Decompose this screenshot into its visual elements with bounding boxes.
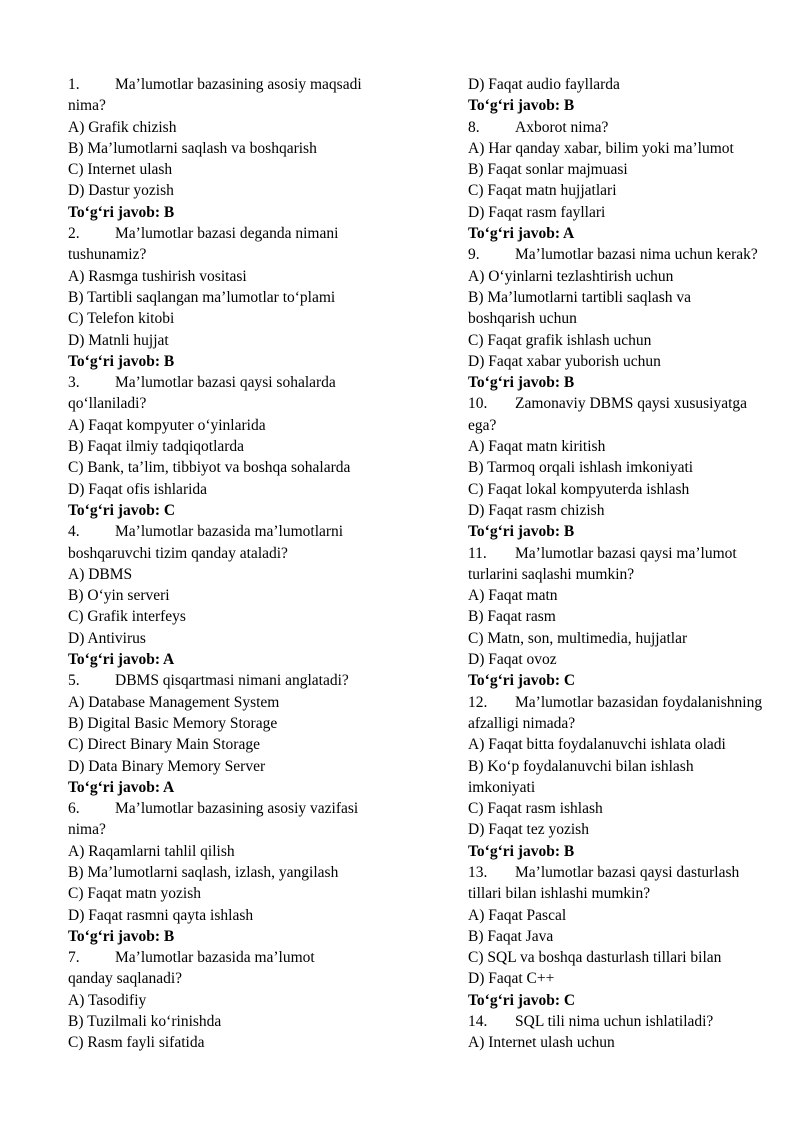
text-line — [68, 266, 413, 287]
text-line — [468, 883, 788, 904]
line-text: ega? — [468, 416, 497, 434]
line-text: C) Rasm fayli sifatida — [68, 1034, 205, 1052]
text-line — [68, 117, 413, 138]
question-number: 11. — [468, 544, 487, 562]
line-text: D) Antivirus — [68, 629, 146, 647]
correct-answer-line — [468, 372, 788, 393]
line-text: To‘g‘ri javob: B — [68, 203, 175, 221]
line-text: C) Direct Binary Main Storage — [68, 736, 260, 754]
text-line — [468, 308, 788, 329]
correct-answer-line — [468, 95, 788, 116]
question-number: 5. — [68, 672, 80, 690]
question-line — [468, 543, 788, 564]
text-line — [68, 756, 413, 777]
line-text: To‘g‘ri javob: C — [68, 501, 176, 519]
correct-answer-line — [468, 670, 788, 691]
line-text: B) Digital Basic Memory Storage — [68, 714, 278, 732]
text-line — [468, 585, 788, 606]
line-text: D) Faqat ovoz — [468, 651, 557, 669]
line-text: To‘g‘ri javob: B — [468, 374, 575, 392]
text-line — [68, 138, 413, 159]
text-line — [68, 968, 413, 989]
line-text: To‘g‘ri javob: A — [468, 225, 575, 243]
line-text: D) Faqat rasm fayllari — [468, 203, 606, 221]
text-line — [68, 990, 413, 1011]
text-line — [68, 244, 413, 265]
question-number: 13. — [468, 863, 488, 881]
question-number: 6. — [68, 800, 80, 818]
text-line — [468, 926, 788, 947]
question-line — [68, 670, 413, 691]
text-line — [468, 798, 788, 819]
question-number: 3. — [68, 374, 80, 392]
line-text: C) Faqat lokal kompyuterda ishlash — [468, 480, 690, 498]
question-line — [68, 223, 413, 244]
text-line — [468, 905, 788, 926]
line-text: B) Faqat rasm — [468, 608, 556, 626]
text-line — [468, 287, 788, 308]
text-line — [468, 628, 788, 649]
line-text: A) Faqat bitta foydalanuvchi ishlata oladi — [468, 736, 726, 754]
text-line — [68, 1011, 413, 1032]
line-text: To‘g‘ri javob: B — [468, 523, 575, 541]
text-line — [68, 95, 413, 116]
line-text: Ma’lumotlar bazasining asosiy vazifasi — [115, 800, 359, 818]
line-text: B) O‘yin serveri — [68, 587, 170, 605]
text-line — [468, 713, 788, 734]
line-text: To‘g‘ri javob: B — [68, 352, 175, 370]
line-text: A) Faqat Pascal — [468, 906, 567, 924]
line-text: Ma’lumotlar bazasi nima uchun kerak? — [515, 246, 758, 264]
line-text: B) Tuzilmali ko‘rinishda — [68, 1013, 222, 1031]
line-text: Zamonaviy DBMS qaysi xususiyatga — [515, 395, 748, 413]
line-text: A) Faqat matn kiritish — [468, 438, 606, 456]
text-line — [468, 1032, 788, 1053]
text-line — [468, 819, 788, 840]
text-line — [68, 883, 413, 904]
text-line — [68, 457, 413, 478]
correct-answer-line — [468, 990, 788, 1011]
line-text: Ma’lumotlar bazasi qaysi sohalarda — [115, 374, 336, 392]
line-text: A) Raqamlarni tahlil qilish — [68, 842, 235, 860]
line-text: B) Tarmoq orqali ishlash imkoniyati — [468, 459, 694, 477]
line-text: Ma’lumotlar bazasining asosiy maqsadi — [115, 76, 362, 93]
line-text: Ma’lumotlar bazasidan foydalanishning — [515, 693, 763, 711]
text-line — [468, 606, 788, 627]
question-line — [468, 117, 788, 138]
line-text: C) Bank, ta’lim, tibbiyot va boshqa sohalarda — [68, 459, 351, 477]
text-line — [68, 180, 413, 201]
text-line — [68, 1032, 413, 1053]
line-text: qo‘llaniladi? — [68, 395, 147, 413]
line-text: C) Faqat rasm ishlash — [468, 800, 603, 818]
text-line — [468, 180, 788, 201]
line-text: A) Faqat matn — [468, 587, 558, 605]
text-line — [468, 756, 788, 777]
text-line — [468, 947, 788, 968]
line-text: D) Faqat ofis ishlarida — [68, 480, 208, 498]
text-line — [68, 841, 413, 862]
question-number: 9. — [468, 246, 480, 264]
line-text: To‘g‘ri javob: B — [468, 842, 575, 860]
line-text: Ma’lumotlar bazasi deganda nimani — [115, 225, 339, 243]
text-line — [68, 159, 413, 180]
question-number: 10. — [468, 395, 488, 413]
line-text: A) O‘yinlarni tezlashtirish uchun — [468, 267, 674, 285]
text-line — [68, 564, 413, 585]
line-text: B) Faqat Java — [468, 927, 554, 945]
text-line — [468, 479, 788, 500]
line-text: DBMS qisqartmasi nimani anglatadi? — [115, 672, 349, 690]
correct-answer-line — [68, 926, 413, 947]
line-text: SQL tili nima uchun ishlatiladi? — [515, 1013, 714, 1031]
line-text: To‘g‘ri javob: A — [68, 778, 175, 796]
question-line — [68, 798, 413, 819]
line-text: D) Faqat rasmni qayta ishlash — [68, 906, 254, 924]
line-text: B) Faqat sonlar majmuasi — [468, 161, 628, 179]
text-line — [68, 415, 413, 436]
line-text: To‘g‘ri javob: C — [468, 991, 576, 1009]
text-line — [468, 734, 788, 755]
line-text: D) Matnli hujjat — [68, 331, 169, 349]
line-text: D) Faqat audio fayllarda — [468, 76, 620, 93]
line-text: A) Internet ulash uchun — [468, 1034, 615, 1052]
line-text: C) Faqat matn hujjatlari — [468, 182, 617, 200]
right-column — [468, 74, 788, 1054]
line-text: C) Matn, son, multimedia, hujjatlar — [468, 629, 688, 647]
line-text: A) Har qanday xabar, bilim yoki ma’lumot — [468, 139, 734, 157]
text-line — [68, 330, 413, 351]
question-line — [468, 1011, 788, 1032]
line-text: tushunamiz? — [68, 246, 147, 264]
line-text: A) DBMS — [68, 565, 133, 583]
question-line — [68, 372, 413, 393]
question-number: 14. — [468, 1013, 488, 1031]
text-line — [468, 266, 788, 287]
text-line — [68, 713, 413, 734]
text-line — [68, 606, 413, 627]
correct-answer-line — [468, 521, 788, 542]
line-text: boshqaruvchi tizim qanday ataladi? — [68, 544, 288, 562]
line-text: qanday saqlanadi? — [68, 970, 183, 988]
correct-answer-line — [68, 202, 413, 223]
line-text: To‘g‘ri javob: C — [468, 672, 576, 690]
line-text: turlarini saqlashi mumkin? — [468, 565, 635, 583]
line-text: A) Tasodifiy — [68, 991, 147, 1009]
line-text: D) Data Binary Memory Server — [68, 757, 266, 775]
text-line — [468, 159, 788, 180]
text-line — [68, 628, 413, 649]
line-text: To‘g‘ri javob: B — [68, 927, 175, 945]
line-text: B) Tartibli saqlangan ma’lumotlar to‘plami — [68, 288, 336, 306]
text-line — [468, 330, 788, 351]
left-column — [68, 74, 413, 1054]
line-text: B) Ma’lumotlarni tartibli saqlash va — [468, 288, 691, 306]
text-line — [468, 138, 788, 159]
text-line — [68, 436, 413, 457]
text-line — [68, 287, 413, 308]
question-line — [468, 393, 788, 414]
text-line — [68, 692, 413, 713]
correct-answer-line — [468, 223, 788, 244]
line-text: Ma’lumotlar bazasida ma’lumot — [115, 949, 315, 967]
text-line — [468, 202, 788, 223]
text-line — [468, 351, 788, 372]
text-line — [468, 436, 788, 457]
question-line — [468, 244, 788, 265]
line-text: A) Rasmga tushirish vositasi — [68, 267, 247, 285]
question-number: 4. — [68, 523, 80, 541]
line-text: Axborot nima? — [515, 118, 609, 136]
line-text: C) Grafik interfeys — [68, 608, 186, 626]
text-line — [468, 564, 788, 585]
question-number: 1. — [68, 76, 80, 93]
text-line — [468, 74, 788, 95]
question-line — [68, 74, 413, 95]
text-line — [468, 777, 788, 798]
line-text: C) Telefon kitobi — [68, 310, 175, 328]
line-text: Ma’lumotlar bazasida ma’lumotlarni — [115, 523, 344, 541]
question-number: 2. — [68, 225, 80, 243]
question-line — [68, 521, 413, 542]
line-text: nima? — [68, 821, 106, 839]
correct-answer-line — [468, 841, 788, 862]
text-line — [68, 819, 413, 840]
line-text: C) Internet ulash — [68, 161, 173, 179]
text-line — [468, 457, 788, 478]
line-text: C) Faqat matn yozish — [68, 885, 202, 903]
text-line — [68, 862, 413, 883]
line-text: tillari bilan ishlashi mumkin? — [468, 885, 651, 903]
line-text: D) Faqat xabar yuborish uchun — [468, 352, 661, 370]
line-text: nima? — [68, 97, 106, 115]
line-text: D) Faqat tez yozish — [468, 821, 589, 839]
question-number: 7. — [68, 949, 80, 967]
text-line — [468, 649, 788, 670]
text-line — [68, 734, 413, 755]
line-text: D) Faqat rasm chizish — [468, 501, 605, 519]
line-text: afzalligi nimada? — [468, 714, 576, 732]
line-text: Ma’lumotlar bazasi qaysi dasturlash — [515, 863, 740, 881]
correct-answer-line — [68, 649, 413, 670]
line-text: B) Ma’lumotlarni saqlash, izlash, yangilash — [68, 863, 339, 881]
question-line — [468, 862, 788, 883]
line-text: C) SQL va boshqa dasturlash tillari bilan — [468, 949, 722, 967]
question-line — [468, 692, 788, 713]
text-line — [468, 500, 788, 521]
question-number: 12. — [468, 693, 488, 711]
line-text: A) Grafik chizish — [68, 118, 177, 136]
line-text: B) Ma’lumotlarni saqlash va boshqarish — [68, 139, 317, 157]
text-line — [68, 479, 413, 500]
question-number: 8. — [468, 118, 480, 136]
text-line — [468, 968, 788, 989]
line-text: C) Faqat grafik ishlash uchun — [468, 331, 652, 349]
line-text: D) Dastur yozish — [68, 182, 174, 200]
text-line — [68, 905, 413, 926]
text-line — [68, 543, 413, 564]
line-text: D) Faqat C++ — [468, 970, 555, 988]
correct-answer-line — [68, 777, 413, 798]
text-line — [68, 585, 413, 606]
correct-answer-line — [68, 500, 413, 521]
line-text: boshqarish uchun — [468, 310, 577, 328]
text-line — [468, 415, 788, 436]
line-text: A) Database Management System — [68, 693, 280, 711]
line-text: To‘g‘ri javob: B — [468, 97, 575, 115]
line-text: Ma’lumotlar bazasi qaysi ma’lumot — [515, 544, 737, 562]
line-text: A) Faqat kompyuter o‘yinlarida — [68, 416, 266, 434]
text-line — [68, 308, 413, 329]
question-line — [68, 947, 413, 968]
line-text: imkoniyati — [468, 778, 536, 796]
text-line — [68, 393, 413, 414]
line-text: B) Faqat ilmiy tadqiqotlarda — [68, 438, 245, 456]
line-text: To‘g‘ri javob: A — [68, 651, 175, 669]
line-text: B) Ko‘p foydalanuvchi bilan ishlash — [468, 757, 694, 775]
correct-answer-line — [68, 351, 413, 372]
